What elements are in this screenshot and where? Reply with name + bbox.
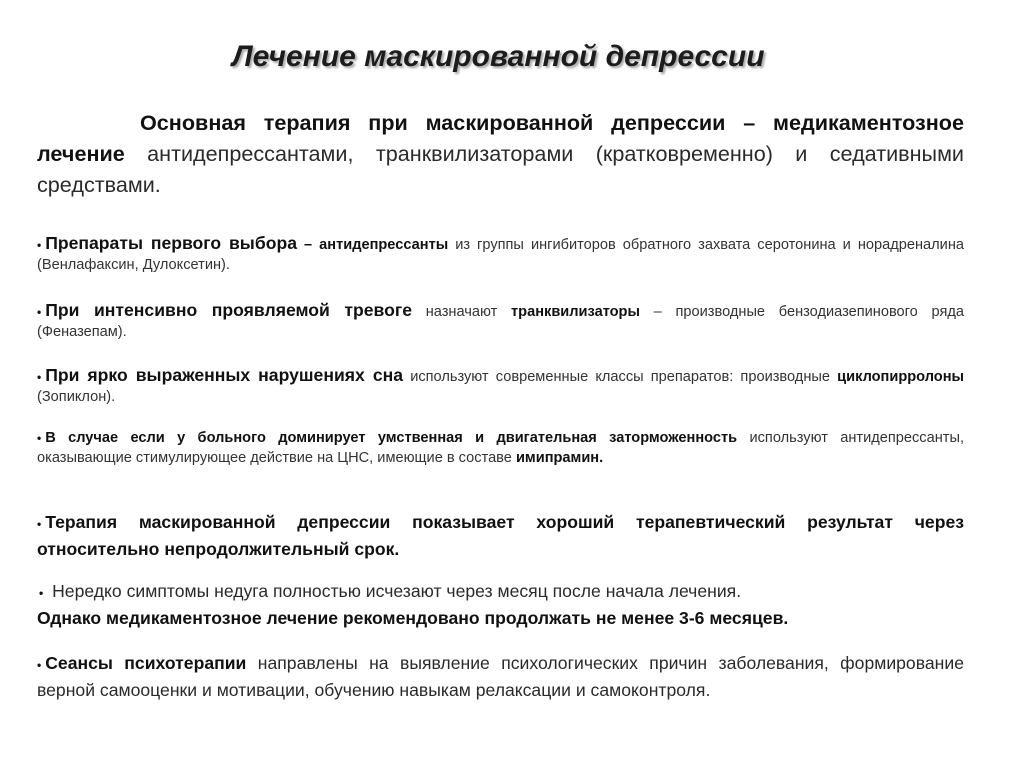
list-item-retardation [37,428,964,468]
item-text-2: – производные бензодиазепинового ряда (Феназепам). [37,304,964,340]
item-strong: циклопирролоны [837,369,964,385]
item-dash: – [296,237,320,253]
item-strong: транквилизаторы [511,304,640,320]
item-text: используют антидепрессанты, оказывающие стимулирующее действие на ЦНС, имеющие в составе [37,430,964,466]
list-item-sleep [37,365,964,407]
list-item-anxiety [37,300,964,342]
bullet: • [37,517,42,531]
intro-paragraph [37,107,964,200]
item-text: используют современные классы препаратов: производные [403,369,838,385]
item-strong: антидепрессанты [319,237,449,253]
therapy-result-text: Терапия маскированной депрессии показывает хороший терапевтический результат через относительно непродолжительный срок. [37,512,964,559]
intro-text: антидепрессантами, транквилизаторами (кратковременно) и седативными средствами. [37,141,964,197]
item-strong: В случае если у больного доминирует умственная и двигательная заторможенность [45,430,738,446]
item-lead: При интенсивно проявляемой тревоге [45,300,412,320]
item-lead: Препараты первого выбора [45,233,297,253]
symptoms-paragraph [37,579,964,631]
item-text-2: (Зопиклон). [37,389,116,405]
item-lead: При ярко выраженных нарушениях сна [45,365,404,385]
bullet: • [37,238,42,252]
bullet: • [39,586,44,600]
list-item-first-choice [37,233,964,275]
intro-bold: Основная терапия при маскированной депрессии – медикаментозное лечение [37,110,964,166]
psychotherapy-lead: Сеансы психотерапии [45,653,247,673]
bullet: • [37,305,42,319]
psychotherapy-text: направлены на выявление психологических причин заболевания, формирование верной самооценки и мотивации, обучению навыкам релаксации и самоконтроля. [37,653,964,700]
item-text: из группы ингибиторов обратного захвата серотонина и норадреналина (Венлафаксин, Дулоксетин). [37,237,964,273]
bullet: • [37,658,42,672]
page-title: Лечение маскированной депрессии [232,40,765,73]
item-strong-2: имипрамин. [515,450,604,466]
symptoms-strong: Однако медикаментозное лечение рекомендовано продолжать не менее 3-6 месяцев. [37,608,789,628]
bullet: • [37,370,42,384]
psychotherapy-paragraph [37,651,964,703]
symptoms-text: Нередко симптомы недуга полностью исчезают через месяц после начала лечения. [52,581,742,601]
bullet: • [37,431,42,445]
item-text: назначают [412,304,512,320]
therapy-result-paragraph [37,510,964,562]
